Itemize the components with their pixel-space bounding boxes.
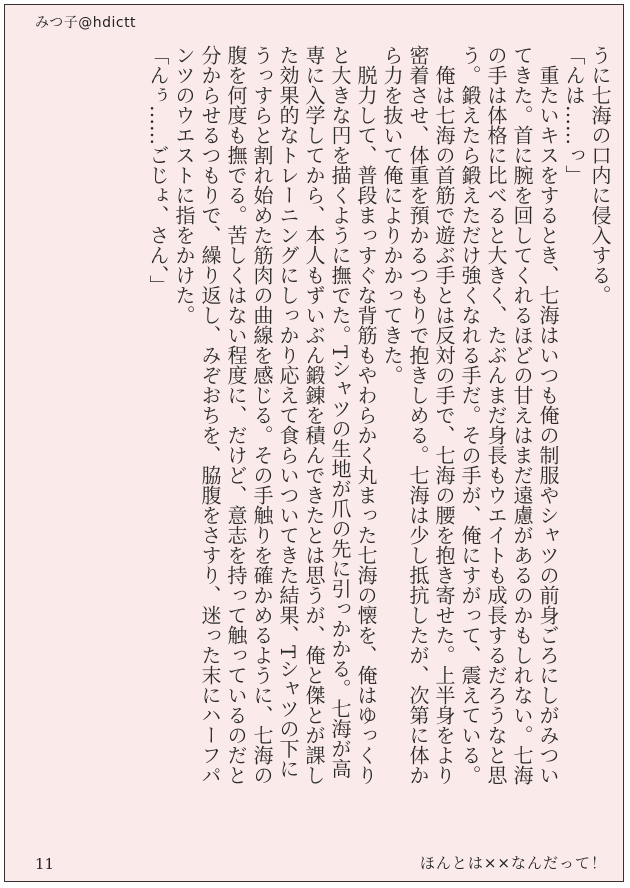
text-line: 脱力して、普段まっすぐな背筋もやわらかく丸まった七海の懐を、俺はゆっくり [354,45,378,785]
page-number: 11 [35,855,55,873]
body-text [27,45,613,835]
text-line: た効果的なトレーニングにしっかり応えて食らいついてきた結果、Tシャツの下に [276,45,300,779]
text-line: てきた。首に腕を回してくれるほどの甘えはまだ遠慮があるのかもしれない。七海 [510,45,534,785]
text-line: 腹を何度も撫でる。苦しくはない程度に、だけど、意志を持って触っているのだと [224,45,248,785]
text-line: う。鍛えたら鍛えただけ強くなれる手だ。その手が、俺にすがって、震えている。 [458,45,482,785]
text-line: の手は体格に比べると大きく、たぶんまだ身長もウエイトも成長するだろうなと思 [484,45,508,785]
text-line: 俺は七海の首筋で遊ぶ手とは反対の手で、七海の腰を抱き寄せた。上半身をより [432,45,456,785]
text-line: 「んぅ……ごじょ、さん、」 [146,45,170,295]
text-line: 専に入学してから、本人もずいぶん鍛錬を積んできたとは思うが、俺と傑とが課し [302,45,326,785]
text-line: 重たいキスをするとき、七海はいつも俺の制服やシャツの前身ごろにしがみつい [536,45,560,785]
text-line: うっすらと割れ始めた筋肉の曲線を感じる。その手触りを確かめるように、七海の [250,45,274,785]
text-line: 「んは……っ」 [562,45,586,185]
text-line: ンツのウエストに指をかけた。 [172,45,196,325]
text-line: と大きな円を描くように撫でた。Tシャツの生地が爪の先に引っかかる。七海が高 [328,45,352,779]
author-credit: みつ子@hdictt [35,15,137,31]
running-title: ほんとは××なんだって！ [419,854,607,872]
book-page [4,4,624,882]
text-line: ら力を抜いて俺によりかかってきた。 [380,45,404,385]
text-line: 分からせるつもりで、繰り返し、みぞおちを、脇腹をさすり、迷った末にハーフパ [198,45,222,785]
text-line: 密着させ、体重を預かるつもりで抱きしめる。七海は少し抵抗したが、次第に体か [406,45,430,785]
text-line: うに七海の口内に侵入する。 [588,45,612,305]
